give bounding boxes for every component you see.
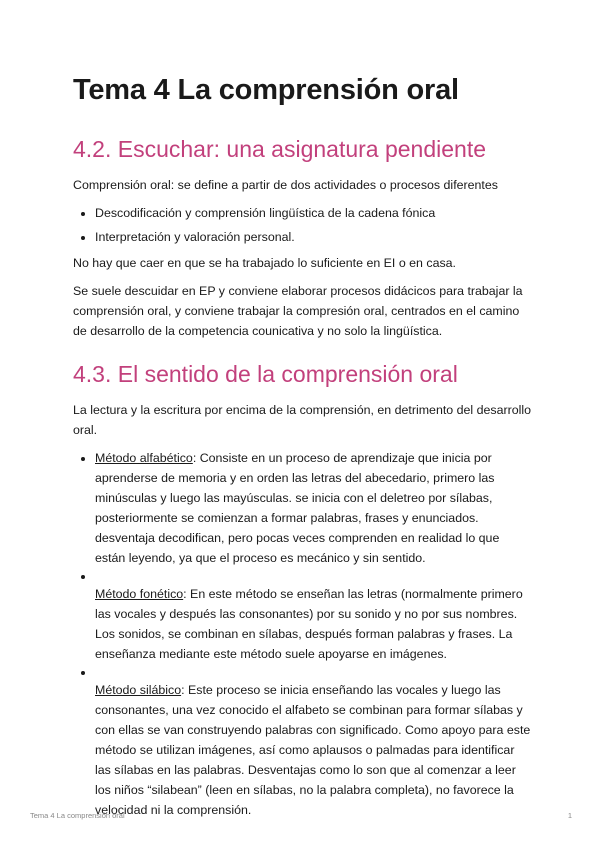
document-page: [73, 70, 533, 826]
methods-list: [73, 448, 533, 820]
list-item: • Descodificación y comprensión lingüística de la cadena fónica: [95, 203, 533, 223]
page-title: Tema 4 La comprensión oral: [73, 74, 459, 106]
page-number: 1: [567, 811, 572, 820]
section1-bullet-list: [73, 203, 533, 247]
method-description: : En este método se enseñan las letras (normalmente primero las vocales y después las consonantes) por su sonido y no por sus nombres. Los sonidos, se combinan en sílabas, después forman palabras y frases. La enseñanza mediante este método suele apoyarse en imágenes.: [95, 587, 523, 661]
list-item: [95, 448, 533, 568]
method-silabico: [95, 680, 533, 820]
section1-paragraph: Se suele descuidar en EP y conviene elaborar procesos didácicos para trabajar la comprensión oral, y conviene trabajar la compresión oral, centrados en el camino de desarrollo de la competencia counicativa y no solo la lingüística.: [73, 284, 523, 338]
footer-title: Tema 4 La comprensión oral: [30, 811, 125, 820]
list-item: • Interpretación y valoración personal.: [95, 227, 533, 247]
method-alfabetico: [95, 448, 533, 568]
method-fonetico: [95, 584, 533, 664]
section1-paragraph: No hay que caer en que se ha trabajado lo suficiente en EI o en casa.: [73, 256, 456, 270]
section2-intro: La lectura y la escritura por encima de la comprensión, en detrimento del desarrollo oral.: [73, 403, 531, 437]
method-name: Método silábico: [95, 683, 182, 697]
list-item: [95, 568, 533, 584]
section1-intro: Comprensión oral: se define a partir de dos actividades o procesos diferentes: [73, 178, 498, 192]
method-description: : Consiste en un proceso de aprendizaje que inicia por aprenderse de memoria y en orden las letras del abecedario, primero las minúsculas y luego las mayúsculas. se inicia con el deletreo por sílabas, posteriormente se comienzan a formar palabras, frases y enunciados. desventaja decodifican, pero pocas veces comprenden en realidad lo que están leyendo, ya que el proceso es mecánico y sin sentido.: [95, 451, 500, 565]
method-description: : Este proceso se inicia enseñando las vocales y luego las consonantes, una vez conocido el alfabeto se combinan para formar sílabas y con ellas se van construyendo palabras con significado. Como apoyo para este método se utilizan imágenes, así como aplausos o palmadas para identificar las sílabas en las palabras. Desventajas como lo son que al comenzar a leer los niños “silabean” (leen en sílabas, no la palabra completa), no favorece la velocidad ni la comprensión.: [95, 683, 531, 817]
section-heading-4-3: 4.3. El sentido de la comprensión oral: [73, 361, 458, 387]
method-name: Método fonético: [95, 587, 184, 601]
method-name: Método alfabético: [95, 451, 193, 465]
list-item: [95, 664, 533, 680]
section-heading-4-2: 4.2. Escuchar: una asignatura pendiente: [73, 136, 487, 162]
